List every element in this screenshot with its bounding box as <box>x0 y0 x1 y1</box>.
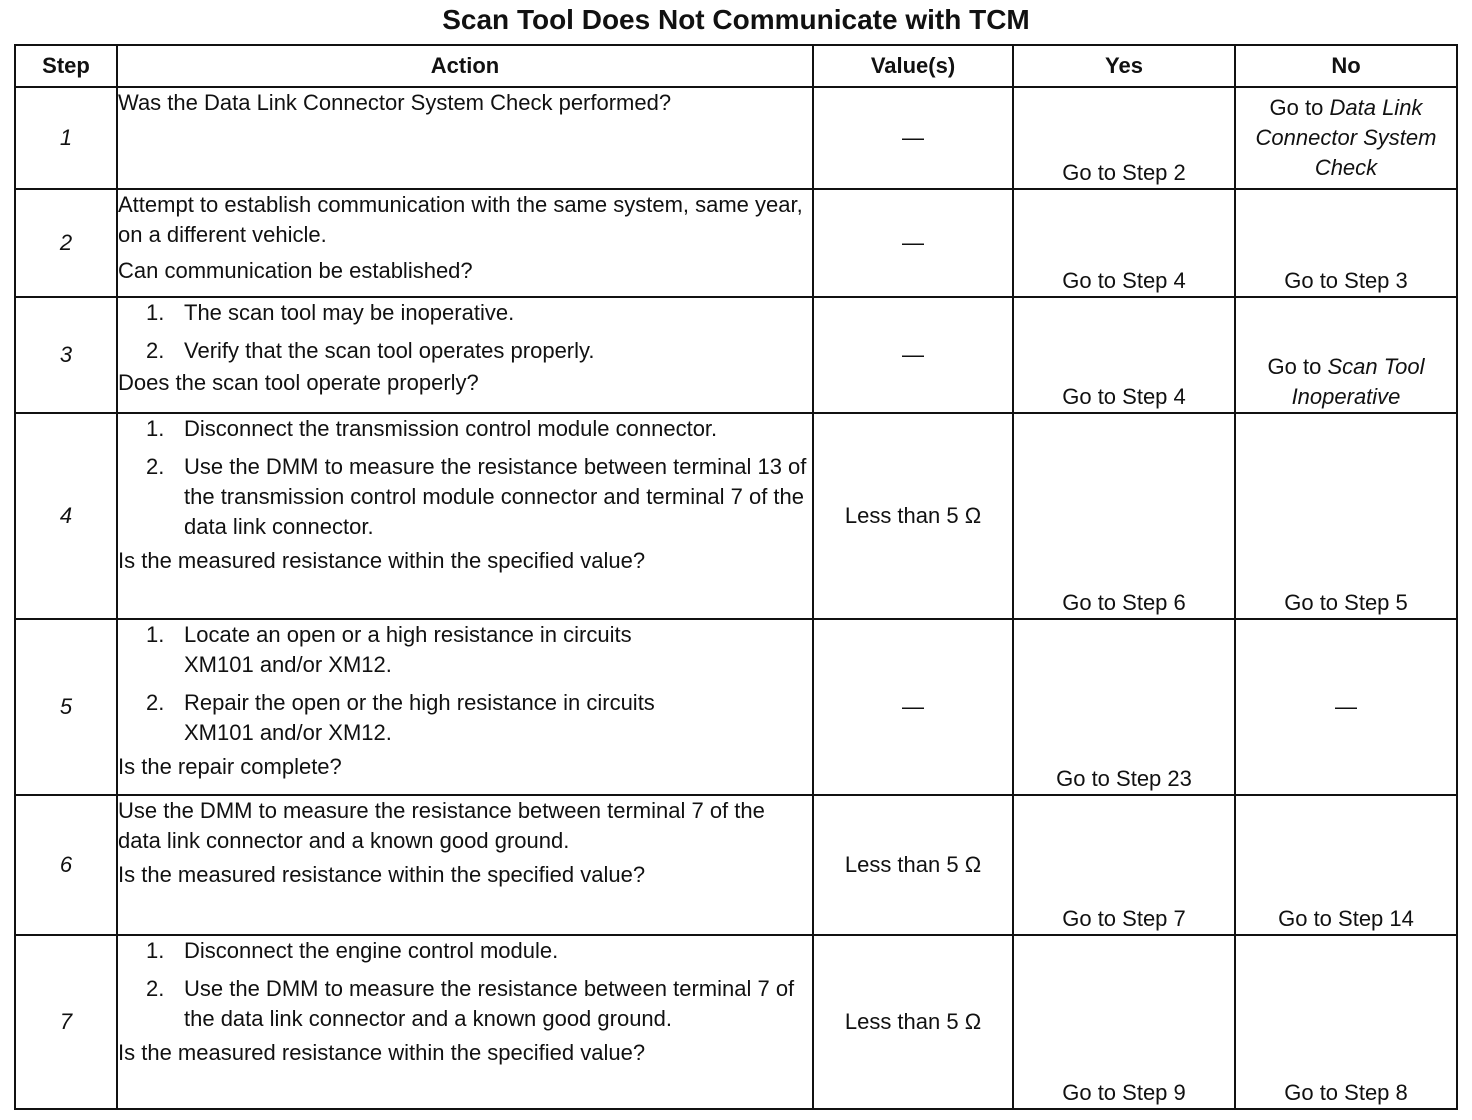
action-steps <box>118 298 812 366</box>
action-question: Can communication be established? <box>118 258 473 283</box>
value-cell: — <box>813 619 1013 795</box>
no-link[interactable]: Scan Tool Inoperative <box>1291 354 1425 409</box>
value-cell: — <box>813 87 1013 189</box>
list-item: 2. Use the DMM to measure the resistance between terminal 13 of the transmission control module connector and terminal 7 of the data link connector. <box>146 454 807 539</box>
table-row-step-6 <box>15 795 1457 935</box>
header-yes: Yes <box>1013 45 1235 87</box>
value-cell: Less than 5 Ω <box>813 795 1013 935</box>
step-number: 6 <box>15 795 117 935</box>
step-number: 2 <box>15 189 117 297</box>
list-item: 1. Locate an open or a high resistance in circuits XM101 and/or XM12. <box>146 622 632 677</box>
no-prefix: Go to <box>1267 354 1322 379</box>
action-cell <box>117 87 813 189</box>
no-prefix: Go to <box>1269 95 1324 120</box>
action-question: Is the measured resistance within the specified value? <box>118 548 646 573</box>
action-question: Does the scan tool operate properly? <box>118 370 479 395</box>
no-cell: — <box>1235 619 1457 795</box>
value-cell: — <box>813 189 1013 297</box>
no-cell[interactable] <box>1235 297 1457 413</box>
header-step: Step <box>15 45 117 87</box>
step-number: 4 <box>15 413 117 619</box>
yes-cell[interactable]: Go to Step 4 <box>1013 189 1235 297</box>
action-cell <box>117 795 813 935</box>
header-no: No <box>1235 45 1457 87</box>
yes-cell[interactable]: Go to Step 6 <box>1013 413 1235 619</box>
action-intro: Use the DMM to measure the resistance between terminal 7 of the data link connector and a known good ground. <box>118 798 765 853</box>
value-cell: Less than 5 Ω <box>813 935 1013 1109</box>
table-row-step-1 <box>15 87 1457 189</box>
action-cell <box>117 413 813 619</box>
list-item: 1. Disconnect the transmission control module connector. <box>146 416 718 441</box>
table-row-step-7 <box>15 935 1457 1109</box>
no-cell[interactable]: Go to Step 8 <box>1235 935 1457 1109</box>
action-cell <box>117 297 813 413</box>
action-cell <box>117 619 813 795</box>
yes-cell[interactable]: Go to Step 2 <box>1013 87 1235 189</box>
step-number: 5 <box>15 619 117 795</box>
list-item: 2. Repair the open or the high resistance in circuits XM101 and/or XM12. <box>146 690 655 745</box>
no-cell[interactable]: Go to Step 5 <box>1235 413 1457 619</box>
step-number: 3 <box>15 297 117 413</box>
table-row-step-3 <box>15 297 1457 413</box>
action-steps <box>118 936 812 1034</box>
action-cell <box>117 189 813 297</box>
no-cell[interactable]: Go to Step 3 <box>1235 189 1457 297</box>
header-values: Value(s) <box>813 45 1013 87</box>
yes-cell[interactable]: Go to Step 23 <box>1013 619 1235 795</box>
no-cell[interactable]: Go to Step 14 <box>1235 795 1457 935</box>
table-row-step-2 <box>15 189 1457 297</box>
yes-cell[interactable]: Go to Step 9 <box>1013 935 1235 1109</box>
yes-cell[interactable]: Go to Step 4 <box>1013 297 1235 413</box>
step-number: 1 <box>15 87 117 189</box>
yes-cell[interactable]: Go to Step 7 <box>1013 795 1235 935</box>
list-item: 2. Use the DMM to measure the resistance between terminal 7 of the data link connector and a known good ground. <box>146 976 795 1031</box>
action-intro: Attempt to establish communication with the same system, same year, on a different vehicle. <box>118 192 803 247</box>
action-question: Is the repair complete? <box>118 754 342 779</box>
page-title: Scan Tool Does Not Communicate with TCM <box>442 4 1030 35</box>
action-steps <box>118 414 812 542</box>
list-item: 1. Disconnect the engine control module. <box>146 938 559 963</box>
action-question: Is the measured resistance within the specified value? <box>118 862 646 887</box>
list-item: 1. The scan tool may be inoperative. <box>146 300 515 325</box>
action-question: Is the measured resistance within the specified value? <box>118 1040 646 1065</box>
header-action: Action <box>117 45 813 87</box>
header-row <box>15 45 1457 87</box>
action-intro: Was the Data Link Connector System Check performed? <box>118 90 672 115</box>
value-cell: — <box>813 297 1013 413</box>
value-cell: Less than 5 Ω <box>813 413 1013 619</box>
step-number: 7 <box>15 935 117 1109</box>
table-row-step-5 <box>15 619 1457 795</box>
no-link[interactable]: Data Link Connector System Check <box>1255 95 1437 180</box>
table-row-step-4 <box>15 413 1457 619</box>
no-cell[interactable] <box>1235 87 1457 189</box>
action-steps <box>118 620 812 748</box>
list-item: 2. Verify that the scan tool operates properly. <box>146 338 595 363</box>
action-cell <box>117 935 813 1109</box>
diagnostic-table <box>14 44 1458 1110</box>
